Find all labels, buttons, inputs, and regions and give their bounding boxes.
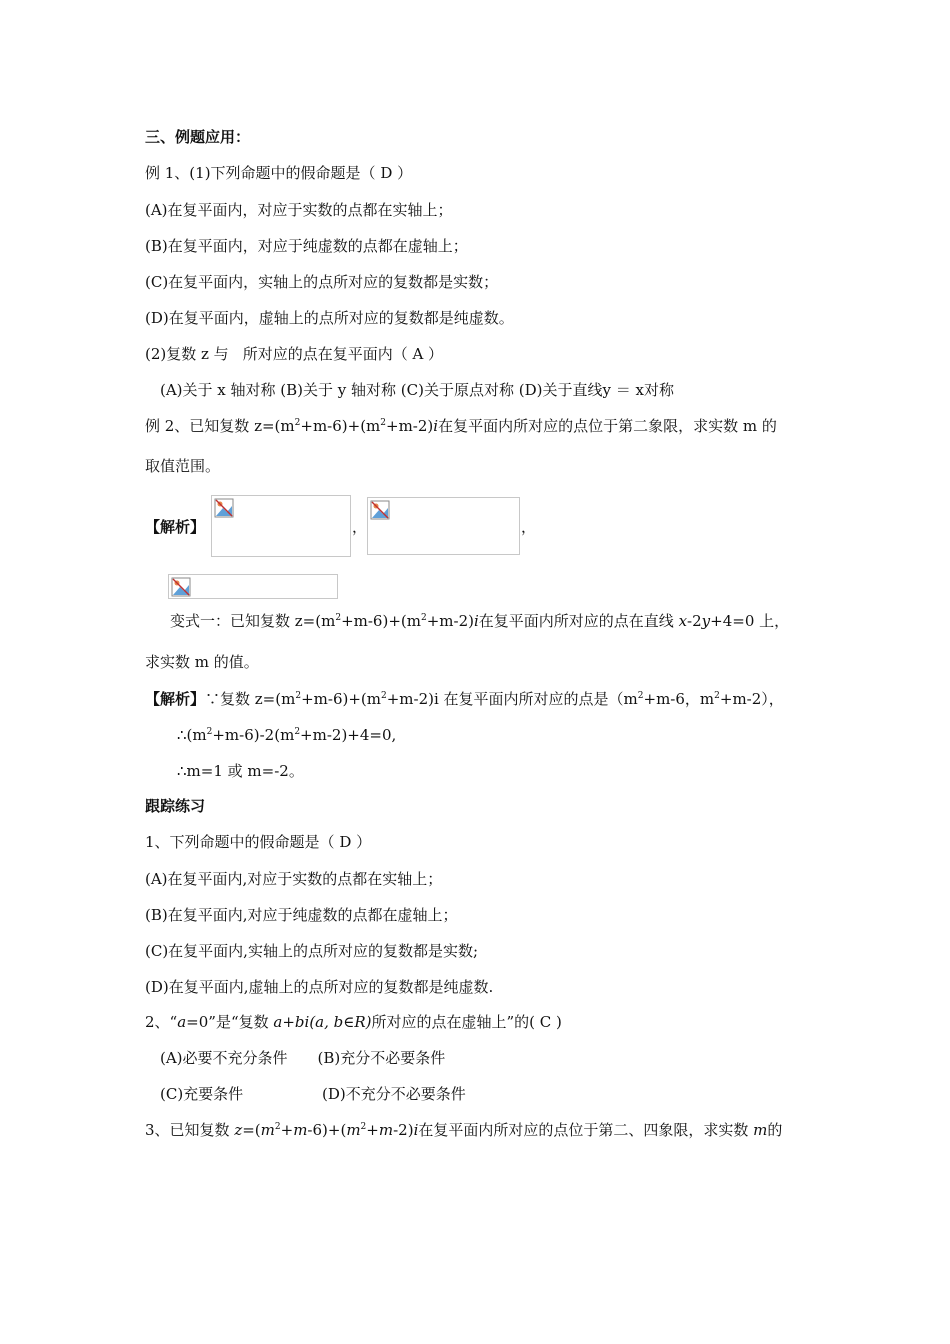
image-placeholder-icon [171, 577, 191, 597]
q3-text: + [280, 1121, 294, 1139]
ex2-analysis-label: 【解析】 [145, 518, 206, 536]
var-m: m [293, 1121, 308, 1139]
q2-option-a: (A)必要不充分条件 [160, 1049, 288, 1067]
ex1-q2-line: y ＝ x [602, 381, 644, 399]
var-z: z [234, 1121, 243, 1139]
var-bi: bi [294, 1013, 310, 1031]
a2-text: ∴(m [177, 726, 207, 744]
ex1-q2-suffix: 所对应的点在复平面内（ A ） [242, 345, 444, 363]
sup: 2 [335, 613, 342, 623]
sup: 2 [295, 691, 302, 701]
sup: 2 [420, 613, 427, 623]
var1-text-1: 变式一：已知复数 z=(m [170, 612, 336, 630]
practice-q2-options-row2 [160, 1084, 466, 1104]
q2-text: 2、“ [145, 1013, 178, 1031]
ex1-question-1: 例 1、(1)下列命题中的假命题是（ D ） [145, 164, 413, 182]
ex1-option-c: (C)在复平面内，实轴上的点所对应的复数都是实数； [145, 273, 499, 291]
q3-text: =( [242, 1121, 261, 1139]
var1-text-4: 在复平面内所对应的点在直线 [478, 612, 679, 630]
image-placeholder-icon [370, 500, 390, 520]
var-m: m [753, 1121, 768, 1139]
var-x: x [678, 612, 688, 630]
q2-text: 所对应的点在虚轴上”的( C ) [371, 1013, 562, 1031]
q3-text: 的 [767, 1121, 783, 1139]
practice-title: 跟踪练习 [145, 797, 206, 815]
practice-q2-options-row1 [160, 1048, 445, 1068]
broken-image [211, 495, 351, 557]
sup: 2 [294, 727, 301, 737]
practice-q1-option-c: (C)在复平面内,实轴上的点所对应的复数都是实数; [145, 942, 479, 960]
sup: 2 [380, 418, 387, 428]
ex2-question-line2: 取值范围。 [145, 457, 221, 475]
var1-text-2: +m-6)+(m [341, 612, 421, 630]
var-a: a [177, 1013, 187, 1031]
practice-q1-option-a: (A)在复平面内,对应于实数的点都在实轴上； [145, 870, 443, 888]
sup: 2 [714, 691, 720, 701]
imag-unit: i [413, 1121, 419, 1139]
ex1-option-a: (A)在复平面内，对应于实数的点都在实轴上； [145, 201, 453, 219]
sup: 2 [380, 691, 387, 701]
q3-text: -6)+( [307, 1121, 347, 1139]
comma: ， [352, 518, 368, 536]
practice-q1-option-d: (D)在复平面内,虚轴上的点所对应的复数都是纯虚数. [145, 978, 494, 996]
eq-part: +4=0 上， [710, 612, 790, 630]
q3-text: 在复平面内所对应的点位于第二、四象限，求实数 [418, 1121, 754, 1139]
imag-unit: i [433, 417, 439, 435]
ex2-text-3: +m-2) [386, 417, 434, 435]
a1-text: +m-6)+(m [301, 690, 381, 708]
q2-option-c: (C)充要条件 [160, 1085, 244, 1103]
broken-image [168, 574, 338, 599]
ex1-q2-tail: 对称 [643, 381, 674, 399]
q2-text: =0”是“复数 [186, 1013, 274, 1031]
imag-unit: i [473, 612, 479, 630]
a1-text: +m-6，m [643, 690, 715, 708]
q2-option-b: (B)充分不必要条件 [317, 1049, 446, 1067]
variant1-analysis [145, 689, 784, 709]
practice-q2 [145, 1012, 562, 1032]
var-a: a [273, 1013, 283, 1031]
a1-text: ∵复数 z=(m [205, 690, 296, 708]
ex1-q2-options [160, 380, 674, 400]
ex1-question-2 [145, 344, 443, 364]
q3-text: -2) [393, 1121, 414, 1139]
var-m: m [378, 1121, 394, 1139]
section-title: 三、例题应用： [145, 128, 251, 146]
q3-text: + [366, 1121, 379, 1139]
comma: ， [521, 518, 537, 536]
sup: 2 [206, 727, 213, 737]
ex1-q2-options-text: (A)关于 x 轴对称 (B)关于 y 轴对称 (C)关于原点对称 (D)关于直线 [160, 381, 603, 399]
var1-text-3: +m-2) [426, 612, 474, 630]
ex1-option-d: (D)在复平面内，虚轴上的点所对应的复数都是纯虚数。 [145, 309, 514, 327]
a2-text: +m-6)-2(m [212, 726, 295, 744]
sup: 2 [360, 1122, 367, 1132]
var-m: m [346, 1121, 361, 1139]
q2-set: (a, b∈R) [309, 1013, 372, 1031]
var-m: m [260, 1121, 275, 1139]
a1-text: +m-2）， [719, 690, 784, 708]
analysis-label: 【解析】 [145, 690, 206, 708]
ex2-text-1: 例 2、已知复数 z=(m [145, 417, 295, 435]
q3-text: 3、已知复数 [145, 1121, 235, 1139]
ex2-text-2: +m-6)+(m [300, 417, 381, 435]
variant1-analysis-step3: ∴m=1 或 m=-2。 [177, 762, 304, 780]
variant1-question [170, 611, 789, 631]
ex1-option-b: (B)在复平面内，对应于纯虚数的点都在虚轴上； [145, 237, 468, 255]
sup: 2 [294, 418, 301, 428]
variant1-question-line2: 求实数 m 的值。 [145, 653, 259, 671]
image-placeholder-icon [214, 498, 234, 518]
sup: 2 [637, 691, 644, 701]
ex1-q2-prefix: (2)复数 z 与 [145, 345, 229, 363]
ex2-text-4: 在复平面内所对应的点位于第二象限，求实数 m 的 [438, 417, 777, 435]
var-y: y [701, 612, 711, 630]
a1-text: +m-2)i 在复平面内所对应的点是（m [386, 690, 638, 708]
ex2-question [145, 416, 777, 436]
sup: 2 [274, 1122, 281, 1132]
q2-option-d: (D)不充分不必要条件 [322, 1085, 466, 1103]
practice-q1-option-b: (B)在复平面内,对应于纯虚数的点都在虚轴上； [145, 906, 458, 924]
broken-image [367, 497, 520, 555]
eq-part: -2 [687, 612, 702, 630]
a2-text: +m-2)+4=0, [300, 726, 397, 744]
variant1-analysis-step2 [177, 725, 396, 745]
practice-q1: 1、下列命题中的假命题是（ D ） [145, 833, 372, 851]
q2-text: + [282, 1013, 295, 1031]
practice-q3 [145, 1120, 782, 1140]
